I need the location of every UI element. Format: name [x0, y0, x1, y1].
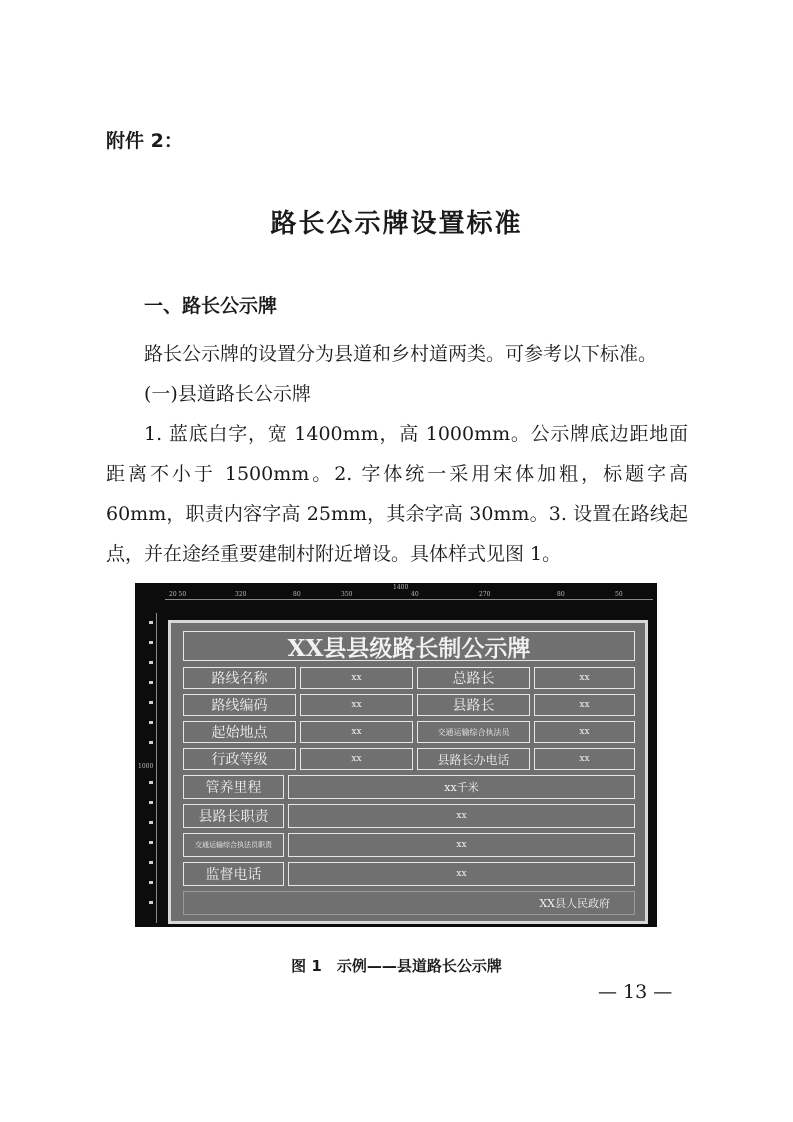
ruler-tick: 40 — [411, 591, 419, 598]
ruler-tick: 270 — [479, 591, 491, 598]
sign-label: 县路长办电话 — [417, 748, 530, 770]
sign-label: 管养里程 — [183, 775, 284, 799]
sign-label: 监督电话 — [183, 862, 284, 886]
page-title: 路长公示牌设置标准 — [270, 209, 523, 239]
ruler-height-label: 1000 — [138, 763, 154, 770]
sign-label: 交通运输综合执法员 — [417, 721, 530, 743]
sign-value: xx — [534, 748, 635, 770]
sign-value: xx — [534, 694, 635, 716]
ruler-tick: 20 50 — [169, 591, 187, 598]
sign-value: xx — [288, 833, 635, 857]
intro-paragraph: 路长公示牌的设置分为县道和乡村道两类。可参考以下标准。 — [144, 343, 658, 365]
spec-paragraph: 1. 蓝底白字，宽 1400mm，高 1000mm。公示牌底边距地面距离不小于 1500mm。2. 字体统一采用宋体加粗，标题字高 60mm，职责内容字高 25mm，其余字高 30mm。3. 设置在路线起点，并在途经重要建制村附近增设。具体样式见图 1。 — [106, 423, 688, 565]
sign-label: 路线编码 — [183, 694, 296, 716]
sign-figure — [135, 583, 657, 927]
sign-value: xx — [300, 694, 413, 716]
sign-label: 路线名称 — [183, 667, 296, 689]
sign-label: 交通运输综合执法员职责 — [183, 833, 284, 857]
sign-title: XX县县级路长制公示牌 — [183, 631, 635, 661]
sign-value: xx — [288, 862, 635, 886]
page-number: — 13 — — [598, 981, 673, 1003]
sign-label: 县路长 — [417, 694, 530, 716]
sign-value: xx — [300, 721, 413, 743]
sign-value: xx — [300, 748, 413, 770]
attachment-label: 附件 2： — [106, 130, 183, 152]
ruler-left — [138, 613, 157, 923]
ruler-tick: 50 — [615, 591, 623, 598]
ruler-tick: 320 — [235, 591, 247, 598]
sign-label: 总路长 — [417, 667, 530, 689]
figure-caption: 图 1 示例——县道路长公示牌 — [291, 957, 502, 975]
sign-label: 行政等级 — [183, 748, 296, 770]
sign-board — [168, 620, 648, 924]
sub-heading: (一)县道路长公示牌 — [144, 383, 311, 405]
section-heading: 一、路长公示牌 — [144, 295, 278, 317]
ruler-tick: 350 — [341, 591, 353, 598]
sign-footer: XX县人民政府 — [183, 891, 635, 915]
sign-label: 县路长职责 — [183, 804, 284, 828]
sign-value: xx千米 — [288, 775, 635, 799]
ruler-width-label: 1400 — [393, 584, 409, 591]
ruler-tick: 80 — [293, 591, 301, 598]
sign-value: xx — [288, 804, 635, 828]
sign-value: xx — [534, 721, 635, 743]
sign-value: xx — [300, 667, 413, 689]
sign-label: 起始地点 — [183, 721, 296, 743]
ruler-top — [165, 585, 653, 600]
sign-value: xx — [534, 667, 635, 689]
ruler-tick: 80 — [557, 591, 565, 598]
